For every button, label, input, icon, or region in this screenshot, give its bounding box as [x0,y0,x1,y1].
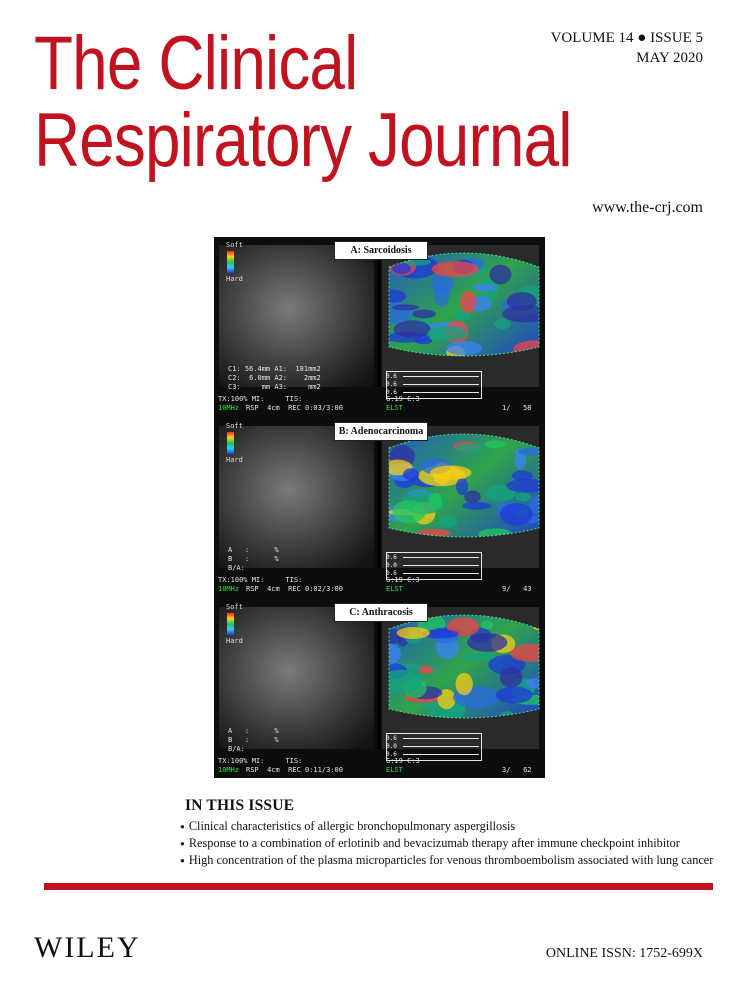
elastography-blob [490,265,512,285]
scale-hard-label: Hard [226,275,243,283]
panel-label: C: Anthracosis [334,603,428,622]
scale-bar [227,613,234,635]
highlight-item: ● Response to a combination of erlotinib and bevacizumab therapy after immune checkpoint inhibitor [180,835,713,852]
elastography-figure [214,237,545,778]
histogram-line [403,746,479,747]
histogram-line [403,738,479,739]
footer-frame: 3/ 62 [502,766,532,774]
elastography-blob [494,319,511,329]
histogram-line [403,384,479,385]
stiffness-scale [226,241,243,283]
panel-label: B: Adenocarcinoma [334,422,428,441]
issue-date: MAY 2020 [636,50,703,66]
elastography-blob [467,633,507,652]
histogram-label: 0.6 [386,570,397,577]
journal-url[interactable]: www.the-crj.com [592,199,703,216]
histogram-label: 0.6 [386,554,397,561]
elastography-blob [432,261,479,277]
elastography-blob [419,666,433,674]
elastography-blob [412,310,436,319]
highlight-item: ● High concentration of the plasma microparticles for venous thromboembolism associated with lung cancer [180,852,713,869]
elastography-blob [456,673,473,695]
elastography-blob [485,440,506,448]
footer-mode: ELST [386,585,403,593]
elastography-blob [462,502,492,510]
histogram-label: 0.6 [386,381,397,388]
histogram-line [403,392,479,393]
elastography-blob [512,471,533,481]
elastography-blob [464,490,480,503]
scale-bar [227,251,234,273]
elastography-blob [403,468,419,480]
footer-frame: 9/ 43 [502,585,532,593]
elastography-blob [500,503,533,525]
stiffness-scale [226,422,243,464]
elastography-blob [439,516,457,528]
panel-anthracosis [214,599,545,777]
stiffness-scale [226,603,243,645]
histogram-label: 0.0 [386,743,397,750]
elastography-blob [446,341,482,355]
panel-label: A: Sarcoidosis [334,241,428,260]
footer-record: RSP 4cm REC 0:11/3:00 [246,766,343,774]
footer-readout: TX:100% MI: TIS: [218,757,303,765]
scale-hard-label: Hard [226,456,243,464]
panel-sarcoidosis [214,237,545,415]
histogram-label: 0.6 [386,373,397,380]
online-issn: ONLINE ISSN: 1752-699X [545,946,703,961]
elastography-blob [496,687,533,704]
footer-frequency: 10MHz [218,404,240,412]
footer-gain: G:19 C:3 [386,757,420,765]
footer-readout: TX:100% MI: TIS: [218,576,303,584]
histogram-line [403,565,479,566]
elastography-blob [428,493,442,510]
elastography-blob [428,326,468,341]
footer-mode: ELST [386,766,403,774]
scale-bar [227,432,234,454]
footer-gain: G:19 C:3 [386,576,420,584]
elastography-blob [393,500,426,523]
footer-readout: TX:100% MI: TIS: [218,395,303,403]
strain-histogram [386,552,482,580]
publisher-logo: WILEY [34,931,141,964]
elastography-blob [516,493,531,502]
histogram-line [403,754,479,755]
footer-mode: ELST [386,404,403,412]
footer-frequency: 10MHz [218,766,240,774]
in-this-issue-heading: IN THIS ISSUE [185,797,295,814]
histogram-label: 0.6 [386,389,397,396]
measurement-readout: A : % B : % B/A: [228,546,279,572]
journal-title-line2: Respiratory Journal [34,98,572,183]
elastography-blob [392,304,419,310]
histogram-label: 0.6 [386,751,397,758]
measurement-readout: C1: 56.4mm A1: 181mm2 C2: 6.0mm A2: 2mm2 C3: mm A3: mm2 [228,365,321,391]
volume-issue: VOLUME 14 ● ISSUE 5 [550,30,703,46]
footer-frame: 1/ 58 [502,404,532,412]
highlight-item: ● Clinical characteristics of allergic bronchopulmonary aspergillosis [180,818,713,835]
elastography-blob [472,284,497,291]
histogram-line [403,376,479,377]
elastography-blob [460,653,495,661]
histogram-label: 0.6 [386,735,397,742]
elastography-blob [460,291,476,313]
footer-frequency: 10MHz [218,585,240,593]
elastography-blob [456,444,485,453]
footer-record: RSP 4cm REC 0:02/3:00 [246,585,343,593]
elastography-blob [481,620,494,629]
strain-histogram [386,733,482,761]
scale-soft-label: Soft [226,422,243,430]
histogram-line [403,557,479,558]
elastography-blob [430,466,471,480]
footer-record: RSP 4cm REC 0:03/3:00 [246,404,343,412]
scale-soft-label: Soft [226,241,243,249]
red-divider [44,883,713,890]
issue-highlights-list [180,818,713,869]
scale-soft-label: Soft [226,603,243,611]
elastography-blob [397,627,430,639]
elastography-blob [456,478,468,495]
panel-adenocarcinoma [214,418,545,596]
strain-histogram [386,371,482,399]
elastography-blob [500,667,523,688]
journal-title-line1: The Clinical [34,21,358,106]
histogram-label: 0.0 [386,562,397,569]
footer-gain: G:19 C:3 [386,395,420,403]
scale-hard-label: Hard [226,637,243,645]
elastography-blob [414,338,432,345]
histogram-line [403,573,479,574]
measurement-readout: A : % B : % B/A: [228,727,279,753]
